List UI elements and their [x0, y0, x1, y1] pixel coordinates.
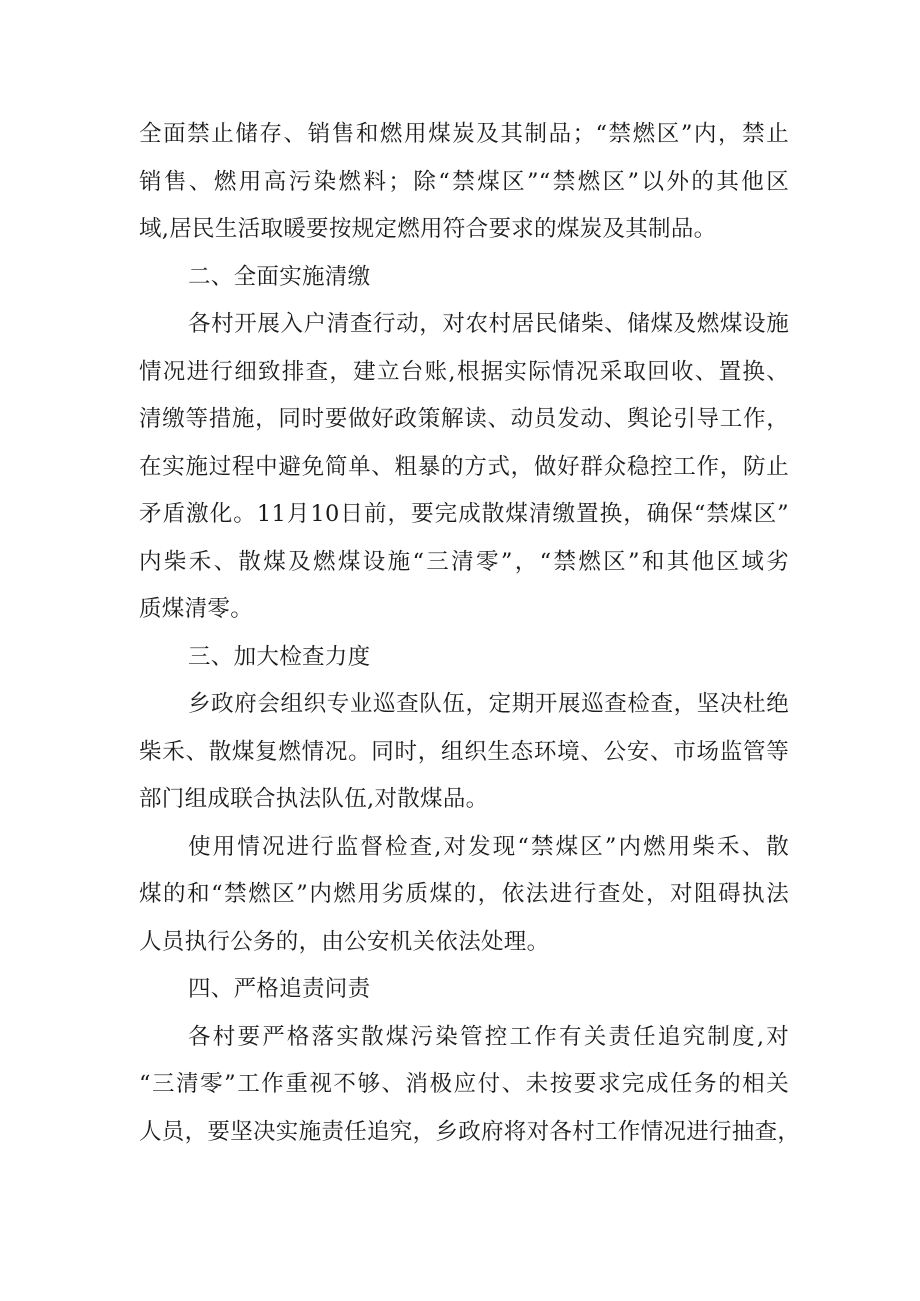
section-heading: 二、全面实施清缴	[188, 263, 371, 290]
paragraph-line: 各村要严格落实散煤污染管控工作有关责任追究制度,对	[188, 1023, 789, 1050]
paragraph-line: 全面禁止储存、销售和燃用煤炭及其制品；“禁燃区”内，禁止	[139, 121, 789, 147]
paragraph-line: 质煤清零。	[139, 596, 254, 622]
paragraph-line: 煤的和“禁燃区”内燃用劣质煤的，依法进行查处，对阻碍执法	[139, 881, 789, 907]
paragraph-line: 情况进行细致排查，建立台账,根据实际情况采取回收、置换、	[139, 358, 789, 385]
paragraph-line: 各村开展入户清查行动，对农村居民储柴、储煤及燃煤设施	[188, 311, 789, 337]
paragraph-line: 内柴禾、散煤及燃煤设施“三清零”，“禁燃区”和其他区域劣	[139, 548, 789, 575]
paragraph-line: “三清零”工作重视不够、消极应付、未按要求完成任务的相关	[139, 1071, 789, 1097]
paragraph-line: 域,居民生活取暖要按规定燃用符合要求的煤炭及其制品。	[139, 216, 717, 242]
paragraph-line: 乡政府会组织专业巡查队伍，定期开展巡查检查，坚决杜绝	[188, 691, 789, 717]
paragraph-line: 清缴等措施，同时要做好政策解读、动员发动、舆论引导工作，	[139, 406, 789, 432]
paragraph-line: 柴禾、散煤复燃情况。同时，组织生态环境、公安、市场监管等	[139, 738, 789, 765]
paragraph-line: 销售、燃用高污染燃料；除“禁煤区”“禁燃区”以外的其他区	[139, 168, 789, 195]
document-body	[139, 111, 801, 1156]
paragraph-line: 矛盾激化。11月10日前，要完成散煤清缴置换，确保“禁煤区”	[139, 501, 789, 527]
paragraph-line: 人员执行公务的，由公安机关依法处理。	[139, 928, 550, 955]
section-heading: 三、加大检查力度	[188, 643, 371, 670]
paragraph-line: 使用情况进行监督检查,对发现“禁煤区”内燃用柴禾、散	[188, 833, 789, 860]
paragraph-line: 人员，要坚决实施责任追究，乡政府将对各村工作情况进行抽查，	[139, 1118, 801, 1145]
paragraph-line: 部门组成联合执法队伍,对散煤品。	[139, 786, 489, 812]
paragraph-line: 在实施过程中避免简单、粗暴的方式，做好群众稳控工作，防止	[139, 453, 789, 480]
section-heading: 四、严格追责问责	[188, 976, 371, 1002]
